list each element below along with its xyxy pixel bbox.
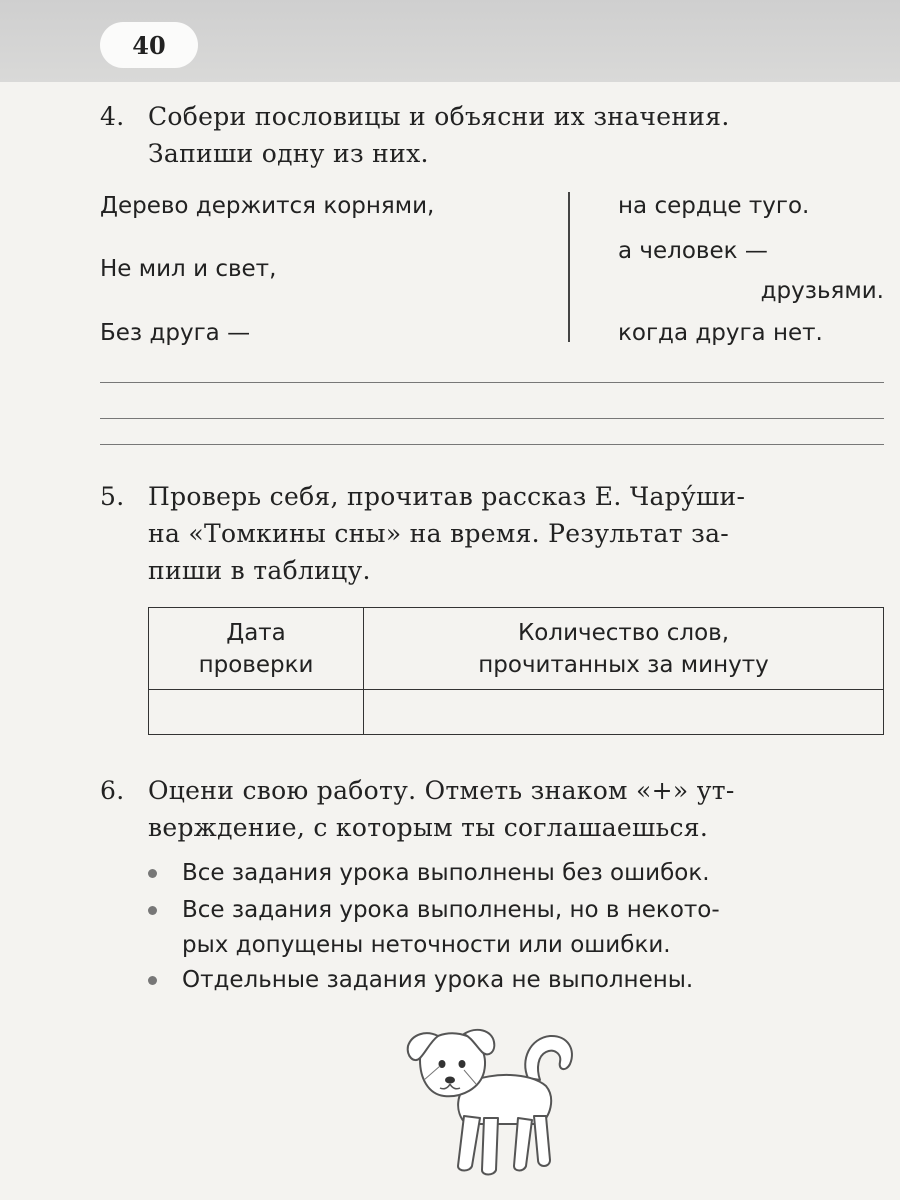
task-4-instruction [148, 98, 888, 172]
puppy-illustration [400, 1020, 600, 1180]
task-5-text-line: на «Томкины сны» на время. Результат за- [148, 519, 730, 548]
proverb-left-part: Дерево держится корнями, [100, 193, 435, 219]
task-5-number: 5. [100, 482, 125, 511]
answer-line[interactable] [100, 418, 884, 419]
answer-line[interactable] [100, 382, 884, 383]
reading-result-table [148, 607, 884, 735]
task-5-text-line: Проверь себя, прочитав рассказ Е. Чару́ши- [148, 482, 746, 511]
task-4-text-line: Запиши одну из них. [148, 139, 429, 168]
page-number: 40 [100, 22, 198, 68]
statement-item[interactable] [148, 963, 888, 999]
table-cell-word-count[interactable] [364, 690, 884, 735]
statement-text-line: Все задания урока выполнены, но в некото- [182, 897, 720, 923]
header-text: прочитанных за минуту [478, 651, 769, 678]
bullet-icon [148, 906, 157, 915]
task-6-number: 6. [100, 776, 125, 805]
task-6-instruction [148, 772, 878, 846]
header-text: проверки [198, 651, 314, 678]
statement-text: Отдельные задания урока не выполнены. [182, 967, 694, 993]
bullet-icon [148, 976, 157, 985]
table-cell-date[interactable] [149, 690, 364, 735]
task-6-text-line: верждение, с которым ты соглашаешься. [148, 813, 709, 842]
header-text: Дата [226, 619, 286, 646]
task-4-number: 4. [100, 102, 125, 131]
header-text: Количество слов, [517, 619, 730, 646]
proverb-left-part: Без друга — [100, 320, 251, 346]
statement-item[interactable] [148, 856, 888, 892]
proverb-right-part: а человек — [618, 238, 768, 264]
table-header-date [149, 608, 364, 690]
statement-text-line: рых допущены неточности или ошибки. [182, 932, 671, 958]
statement-item[interactable] [148, 893, 888, 965]
task-4-text-line: Собери пословицы и объясни их значения. [148, 102, 730, 131]
bullet-icon [148, 869, 157, 878]
proverb-right-part: когда друга нет. [618, 320, 823, 346]
proverb-divider [568, 192, 570, 342]
proverb-left-part: Не мил и свет, [100, 256, 277, 282]
task-5-instruction [148, 478, 878, 589]
table-header-word-count [364, 608, 884, 690]
answer-line[interactable] [100, 444, 884, 445]
proverb-right-part: друзьями. [760, 278, 884, 304]
proverb-right-part: на сердце туго. [618, 193, 810, 219]
statement-text [182, 893, 888, 963]
statement-text: Все задания урока выполнены без ошибок. [182, 860, 710, 886]
task-5-text-line: пиши в таблицу. [148, 556, 371, 585]
task-6-text-line: Оцени свою работу. Отметь знаком «+» ут- [148, 776, 735, 805]
